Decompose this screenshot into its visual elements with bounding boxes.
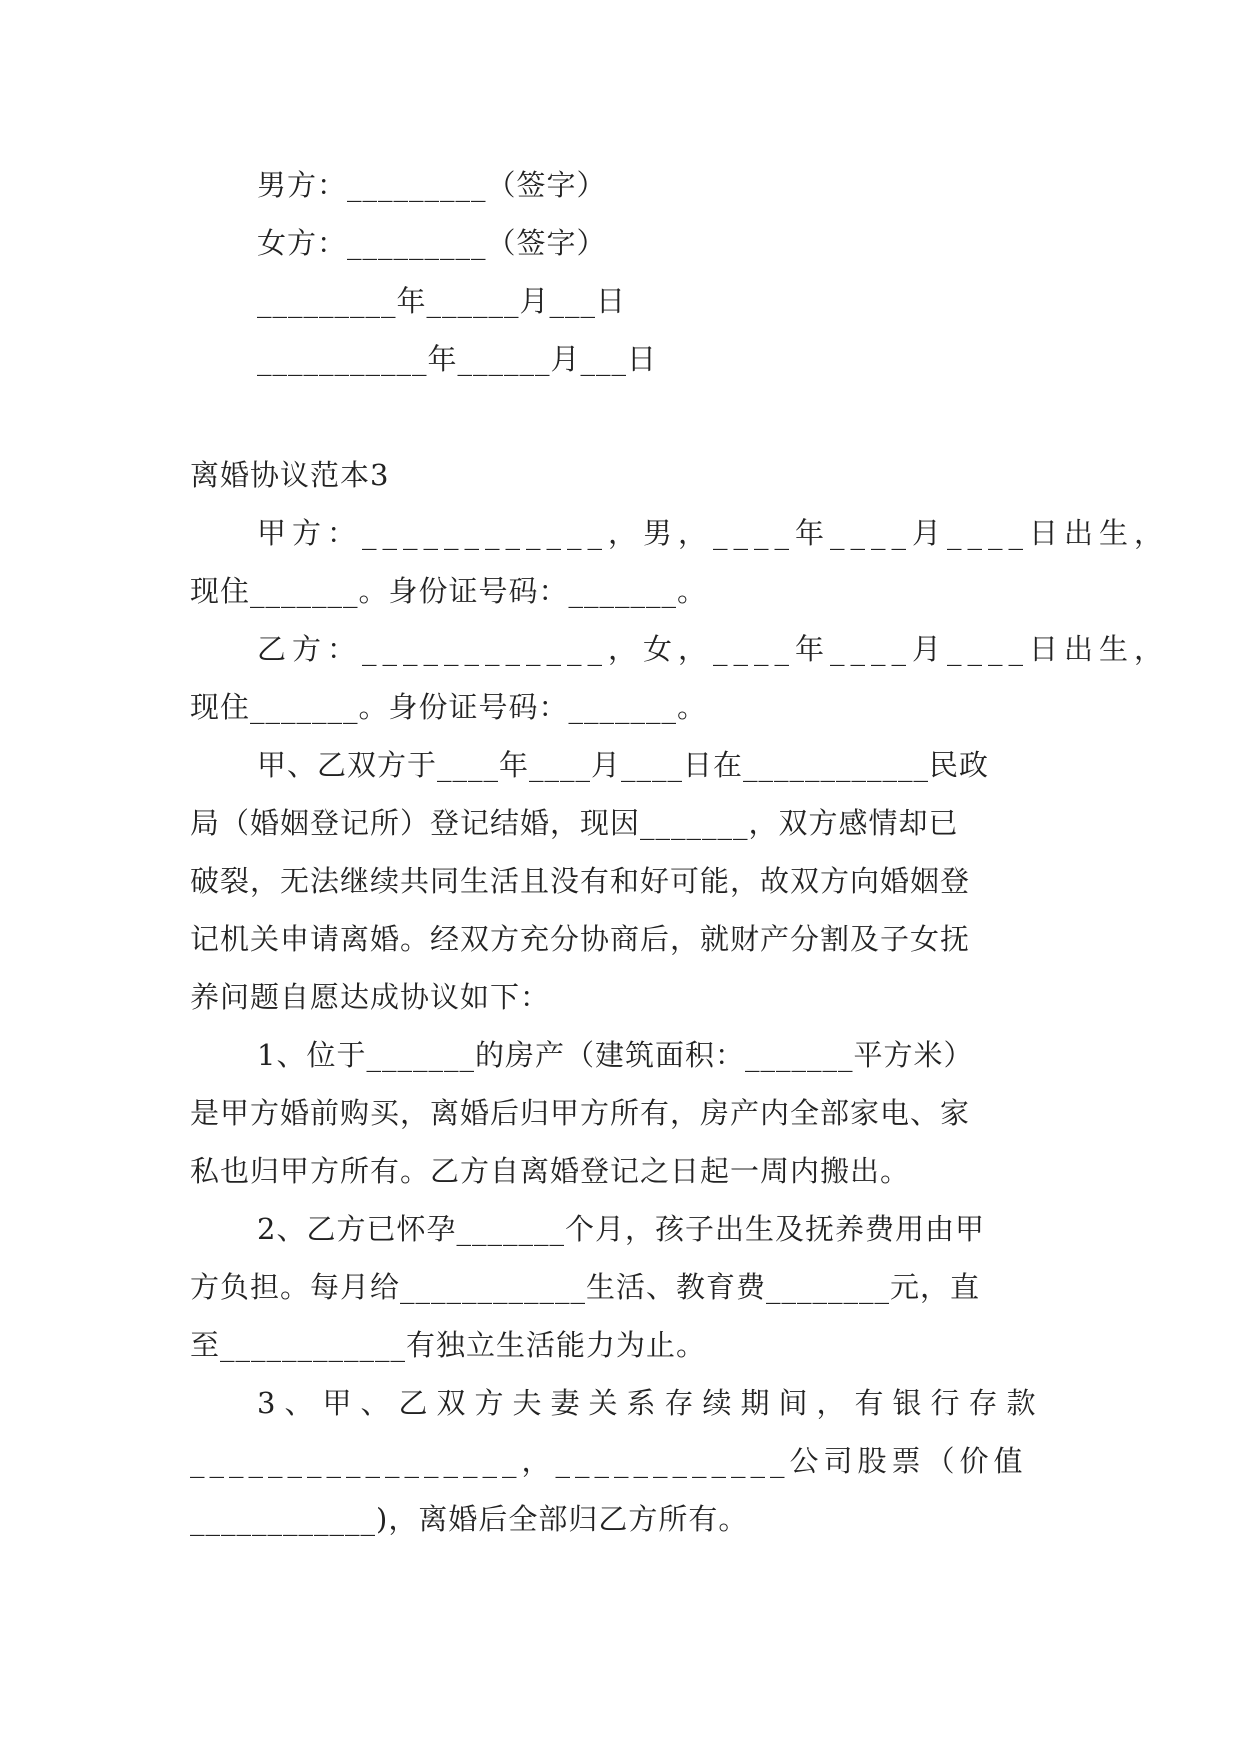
item3-line-3: ____________)，离婚后全部归乙方所有。 [190, 1502, 749, 1536]
item2-line-1: 2、乙方已怀孕_______个月，孩子出生及抚养费用由甲 [257, 1212, 985, 1246]
item3-line-2: _________________，____________公司股票（价值 [190, 1444, 1028, 1478]
item1-line-1: 1、位于_______的房产（建筑面积：_______平方米） [257, 1038, 974, 1072]
signature-female: 女方：_________（签字） [257, 226, 607, 260]
party-a-line-1: 甲方：____________，男，____年____月____日出生， [257, 516, 1170, 550]
intro-line-1: 甲、乙双方于____年____月____日在____________民政 [257, 748, 990, 782]
item2-line-2: 方负担。每月给____________生活、教育费________元，直 [190, 1270, 981, 1304]
signature-male: 男方：_________（签字） [257, 168, 607, 202]
section-title: 离婚协议范本3 [190, 458, 390, 492]
party-b-line-2: 现住_______。身份证号码：_______。 [190, 690, 708, 724]
party-b-line-1: 乙方：____________，女，____年____月____日出生， [257, 632, 1170, 666]
intro-line-5: 养问题自愿达成协议如下： [190, 980, 551, 1014]
item1-line-3: 私也归甲方所有。乙方自离婚登记之日起一周内搬出。 [190, 1154, 911, 1188]
signature-date-2: ___________年______月___日 [257, 342, 658, 376]
intro-line-4: 记机关申请离婚。经双方充分协商后，就财产分割及子女抚 [190, 922, 971, 956]
item2-line-3: 至____________有独立生活能力为止。 [190, 1328, 707, 1362]
item1-line-2: 是甲方婚前购买，离婚后归甲方所有，房产内全部家电、家 [190, 1096, 971, 1130]
party-a-line-2: 现住_______。身份证号码：_______。 [190, 574, 708, 608]
item3-line-1: 3、甲、乙双方夫妻关系存续期间，有银行存款 [257, 1386, 1045, 1420]
intro-line-2: 局（婚姻登记所）登记结婚，现因_______，双方感情却已 [190, 806, 959, 840]
intro-line-3: 破裂，无法继续共同生活且没有和好可能，故双方向婚姻登 [190, 864, 971, 898]
signature-date-1: _________年______月___日 [257, 284, 627, 318]
